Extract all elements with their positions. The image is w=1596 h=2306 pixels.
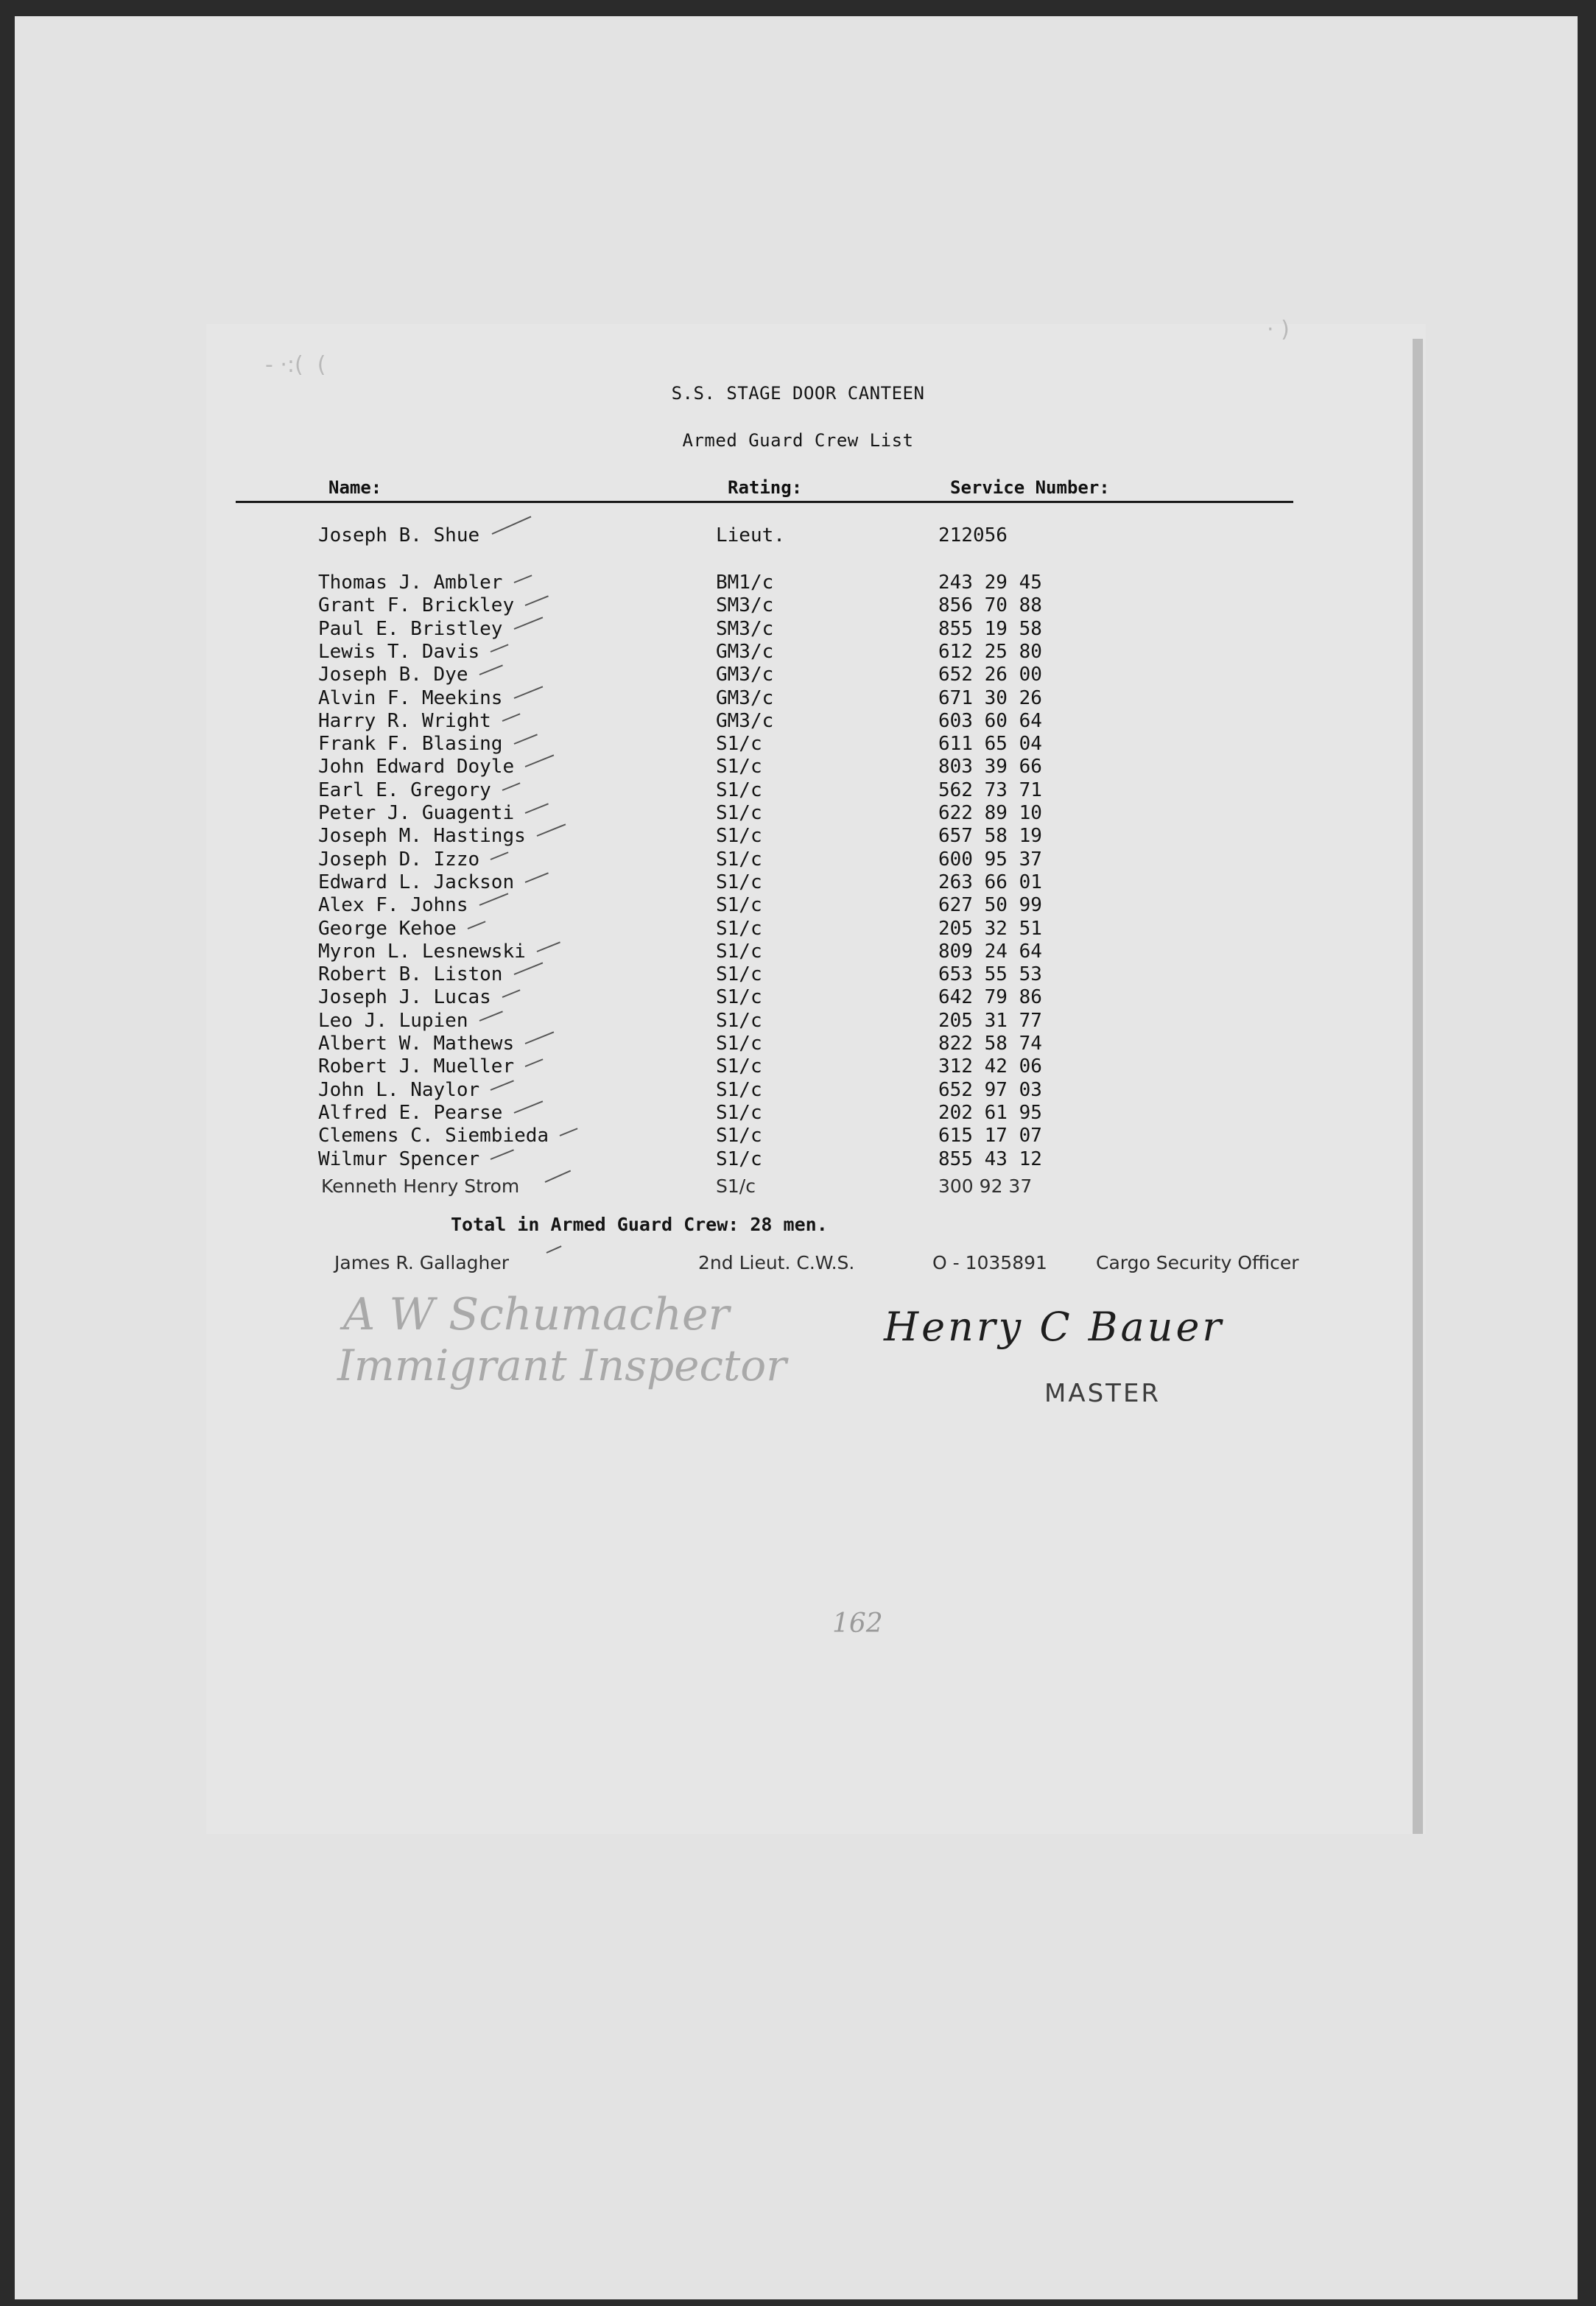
crew-service-number: 562 73 71 [938,778,1042,801]
check-mark [513,574,532,583]
crew-row [0,871,1596,894]
check-mark [560,1128,578,1137]
crew-row [0,1148,1596,1171]
crew-row [0,1055,1596,1078]
crew-rating: S1/c [716,963,762,986]
crew-rating: S1/c [716,1147,762,1170]
check-mark [525,803,549,814]
crew-total: Total in Armed Guard Crew: 28 men. [451,1214,828,1235]
check-mark [536,824,566,837]
crew-row [0,594,1596,617]
crew-rating: S1/c [716,1125,762,1147]
crew-rating: SM3/c [716,617,774,640]
crew-service-number: 603 60 64 [938,709,1042,732]
crew-rating: GM3/c [716,686,774,709]
crew-row [0,941,1596,963]
crew-service-number: 822 58 74 [938,1033,1042,1055]
check-mark [513,1100,543,1114]
crew-rating: SM3/c [716,594,774,617]
check-mark [479,1010,502,1022]
crew-service-number: 653 55 53 [938,963,1042,986]
faint-mark: · ) [1267,317,1290,342]
crew-row [0,963,1596,986]
crew-row [0,1010,1596,1033]
crew-row [0,572,1596,594]
crew-rating: GM3/c [716,664,774,686]
check-mark [479,665,502,676]
crew-name: Thomas J. Ambler [318,572,503,594]
crew-rating: S1/c [716,825,762,848]
check-mark [513,962,543,975]
check-mark [491,851,509,860]
crew-service-number: 205 31 77 [938,1009,1042,1032]
crew-service-number: 642 79 86 [938,986,1042,1009]
crew-row [0,802,1596,825]
crew-name: Grant F. Brickley [318,594,515,617]
crew-service-number: 855 19 58 [938,617,1042,640]
crew-name: Joseph B. Shue [318,524,480,546]
crew-name: John L. Naylor [318,1078,480,1101]
check-mark [491,644,509,653]
crew-service-number: 615 17 07 [938,1125,1042,1147]
crew-rating: GM3/c [716,709,774,732]
crew-service-number: 312 42 06 [938,1055,1042,1078]
crew-rating: S1/c [716,1078,762,1101]
crew-name: Alvin F. Meekins [318,686,503,709]
crew-rating: Lieut. [716,524,785,546]
crew-rating: S1/c [716,848,762,871]
security-officer-number: O - 1035891 [932,1252,1047,1273]
crew-row [0,733,1596,756]
check-mark [525,1059,544,1068]
crew-rating: S1/c [716,756,762,778]
crew-service-number: 212056 [938,524,1008,546]
crew-service-number: 263 66 01 [938,871,1042,893]
crew-service-number: 652 97 03 [938,1078,1042,1101]
crew-name: Peter J. Guagenti [318,802,515,824]
crew-name: Alex F. Johns [318,894,468,917]
check-mark [479,893,508,907]
crew-rating: S1/c [716,940,762,963]
crew-row [0,756,1596,778]
check-mark [468,921,486,929]
crew-rating: S1/c [716,894,762,917]
crew-row [0,986,1596,1009]
crew-name: Joseph B. Dye [318,664,468,686]
ship-title: S.S. STAGE DOOR CANTEEN [671,383,925,404]
crew-service-number: 612 25 80 [938,640,1042,663]
master-signature: Henry C Bauer [884,1304,1225,1350]
crew-row [0,848,1596,871]
crew-row [0,779,1596,802]
header-rating: Rating: [728,477,803,498]
crew-row [0,894,1596,917]
crew-name: Joseph D. Izzo [318,848,480,871]
crew-name: Alfred E. Pearse [318,1101,503,1124]
crew-service-number: 657 58 19 [938,825,1042,848]
crew-name: John Edward Doyle [318,756,515,778]
faint-mark: ‐ ·:( ( [265,352,326,378]
crew-rating: S1/c [716,778,762,801]
check-mark [513,616,543,630]
crew-service-number: 809 24 64 [938,940,1042,963]
check-mark [525,1031,555,1044]
crew-name: Kenneth Henry Strom [321,1175,520,1197]
crew-rating: S1/c [716,1055,762,1078]
officer-row [0,524,1596,547]
crew-name: Earl E. Gregory [318,778,491,801]
check-mark [525,872,549,883]
crew-service-number: 803 39 66 [938,756,1042,778]
crew-name: Albert W. Mathews [318,1033,515,1055]
crew-service-number: 611 65 04 [938,733,1042,756]
crew-service-number: 600 95 37 [938,848,1042,871]
crew-row [0,918,1596,941]
crew-name: Lewis T. Davis [318,640,480,663]
crew-service-number: 671 30 26 [938,686,1042,709]
crew-rating: S1/c [716,1009,762,1032]
crew-rating: S1/c [716,733,762,756]
crew-service-number: 300 92 37 [938,1175,1033,1197]
master-stamp: MASTER [1044,1379,1161,1408]
check-mark [502,990,521,999]
check-mark [536,941,560,952]
crew-row [0,664,1596,686]
crew-name: George Kehoe [318,917,457,940]
crew-rating: S1/c [716,1033,762,1055]
crew-rating: S1/c [716,1101,762,1124]
security-officer-name: James R. Gallagher [334,1252,510,1273]
crew-name: Joseph M. Hastings [318,825,526,848]
crew-service-number: 627 50 99 [938,894,1042,917]
crew-row [0,1102,1596,1125]
crew-rating: S1/c [716,986,762,1009]
crew-name: Edward L. Jackson [318,871,515,893]
crew-name: Myron L. Lesnewski [318,940,526,963]
header-rule [236,501,1293,503]
check-mark [525,596,549,607]
crew-service-number: 856 70 88 [938,594,1042,617]
crew-name: Robert B. Liston [318,963,503,986]
crew-row [0,1079,1596,1102]
inspector-signature: A W Schumacher [343,1289,730,1340]
crew-rating: S1/c [716,917,762,940]
list-subtitle: Armed Guard Crew List [682,430,914,451]
crew-name: Harry R. Wright [318,709,491,732]
crew-row [0,825,1596,848]
crew-row [0,687,1596,710]
check-mark [525,755,555,768]
crew-rating: S1/c [716,871,762,893]
crew-service-number: 243 29 45 [938,572,1042,594]
crew-rating: S1/c [716,802,762,824]
check-mark [502,782,521,791]
page-number: 162 [832,1609,883,1639]
crew-rating: GM3/c [716,640,774,663]
crew-row [0,1033,1596,1055]
security-officer-rank: 2nd Lieut. C.W.S. [698,1252,855,1273]
crew-name: Frank F. Blasing [318,733,503,756]
crew-row [0,618,1596,641]
crew-name: Paul E. Bristley [318,617,503,640]
crew-row [0,641,1596,664]
crew-name: Clemens C. Siembieda [318,1125,549,1147]
crew-service-number: 855 43 12 [938,1147,1042,1170]
crew-rating: S1/c [716,1175,756,1197]
crew-row [0,710,1596,733]
crew-row-extra [0,1175,1596,1198]
header-name: Name: [328,477,382,498]
crew-name: Robert J. Mueller [318,1055,515,1078]
check-mark [502,713,521,722]
crew-name: Joseph J. Lucas [318,986,491,1009]
crew-service-number: 652 26 00 [938,664,1042,686]
crew-name: Wilmur Spencer [318,1147,480,1170]
header-service-number: Service Number: [950,477,1110,498]
inspector-title: Immigrant Inspector [337,1340,787,1391]
crew-rating: BM1/c [716,572,774,594]
crew-name: Leo J. Lupien [318,1009,468,1032]
security-officer-title: Cargo Security Officer [1096,1252,1299,1273]
crew-service-number: 202 61 95 [938,1101,1042,1124]
crew-service-number: 205 32 51 [938,917,1042,940]
check-mark [491,1149,514,1160]
crew-service-number: 622 89 10 [938,802,1042,824]
check-mark [513,734,537,745]
crew-row [0,1125,1596,1147]
check-mark [491,1080,514,1091]
check-mark [513,686,543,699]
